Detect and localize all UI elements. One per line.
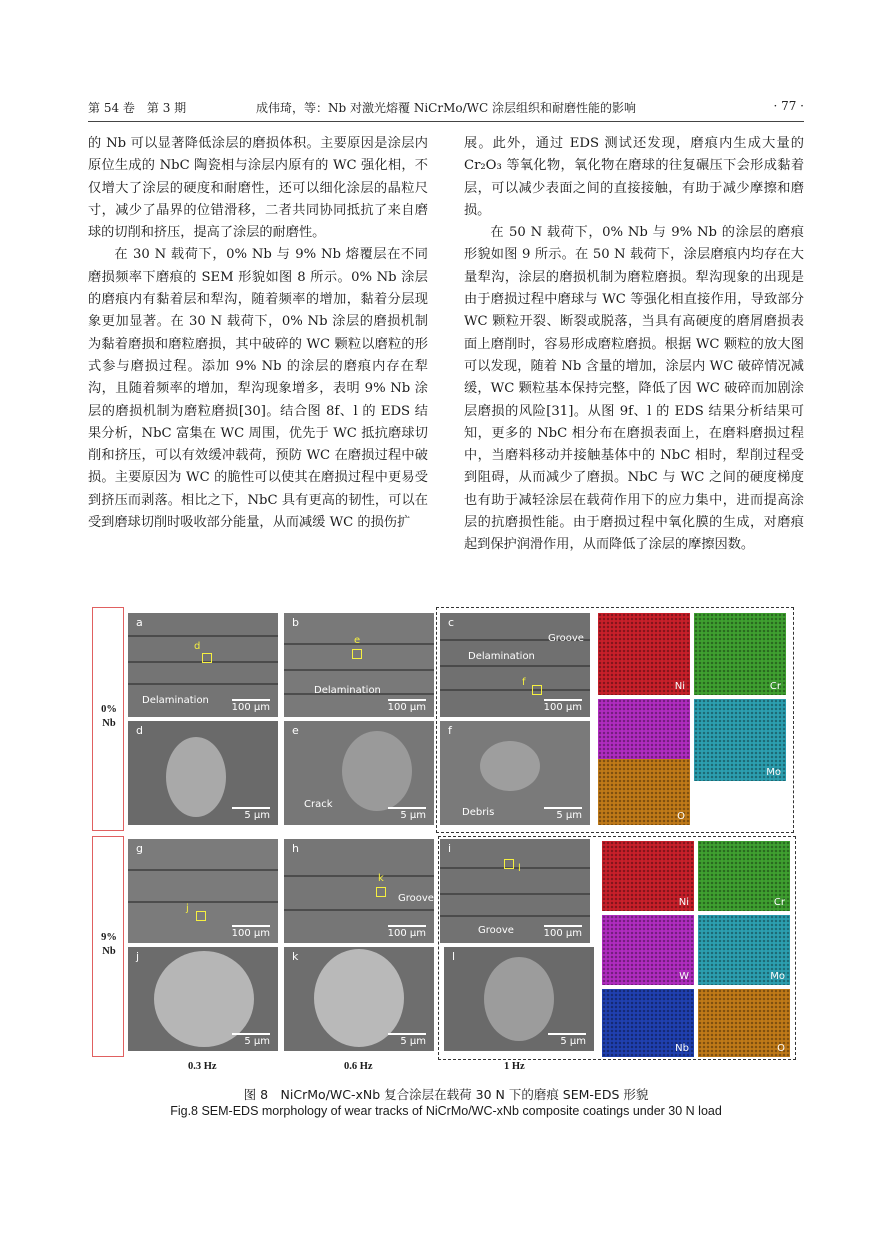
freq-label: 1 Hz — [504, 1061, 525, 1072]
sem-panel-b: b e Delamination 100 μm — [284, 613, 434, 717]
figure-caption-cn: 图 8 NiCrMo/WC-xNb 复合涂层在载荷 30 N 下的磨痕 SEM-EDS 形貌 — [243, 1087, 649, 1102]
eds-map-o-bottom: O — [698, 989, 790, 1057]
sem-panel-c: c f Delamination Groove 100 μm — [440, 613, 590, 717]
running-title: 成伟琦，等：Nb 对激光熔覆 NiCrMo/WC 涂层组织和耐磨性能的影响 — [256, 101, 636, 115]
left-text-column — [88, 133, 428, 534]
sem-panel-j: j 5 μm — [128, 947, 278, 1051]
sem-panel-e: e Crack 5 μm — [284, 721, 434, 825]
right-text-column — [464, 133, 804, 557]
sem-panel-h: h k Groove 100 μm — [284, 839, 434, 943]
eds-map-mo-bottom: Mo — [698, 915, 790, 985]
header-rule — [88, 121, 804, 122]
sem-panel-i: i l Groove 100 μm — [440, 839, 590, 943]
sem-panel-k: k 5 μm — [284, 947, 434, 1051]
sem-panel-g: g j 100 μm — [128, 839, 278, 943]
eds-map-cr-top: Cr — [694, 613, 786, 695]
eds-map-ni-top: Ni — [598, 613, 690, 695]
row-label-9nb: 9% Nb — [101, 932, 117, 957]
sem-panel-l: l 5 μm — [444, 947, 594, 1051]
figure-caption-en: Fig.8 SEM-EDS morphology of wear tracks of NiCrMo/WC-xNb composite coatings under 30 N load — [170, 1104, 722, 1118]
paragraph: 展。此外，通过 EDS 测试还发现，磨痕内生成大量的 Cr₂O₃ 等氧化物，氧化物在磨球的往复碾压下会形成黏着层，可以减少表面之间的直接接触，有助于减少摩擦和磨损。 — [464, 136, 804, 218]
eds-map-ni-bottom: Ni — [602, 841, 694, 911]
figure-8 — [92, 607, 804, 1072]
freq-label: 0.6 Hz — [344, 1061, 373, 1072]
running-header — [88, 96, 804, 118]
sem-panel-a: a d Delamination 100 μm — [128, 613, 278, 717]
eds-map-nb-bottom: Nb — [602, 989, 694, 1057]
eds-map-cr-bottom: Cr — [698, 841, 790, 911]
sem-panel-d: d 5 μm — [128, 721, 278, 825]
journal-volume: 第 54 卷 第 3 期 — [88, 101, 187, 115]
eds-map-mo-top: Mo — [694, 699, 786, 781]
page-number: · 77 · — [773, 99, 804, 113]
freq-label: 0.3 Hz — [188, 1061, 217, 1072]
eds-map-w-bottom: W — [602, 915, 694, 985]
paragraph: 在 50 N 载荷下，0% Nb 与 9% Nb 的涂层的磨痕形貌如图 9 所示。在 50 N 载荷下，涂层磨痕内均存在大量犁沟，涂层的磨损机制为磨粒磨损。犁沟现象的出现是由于磨损过程中磨球与 WC 等强化相直接作用，导致部分 WC 颗粒开裂、断裂或脱落，当具有高硬度的磨屑磨损表面上磨削时，容易形成磨粒磨损。根据 WC 颗粒的放大图可以发现，随着 Nb 含量的增加，涂层内 WC 破碎情况减缓，WC 颗粒基本保持完整，降低了因 WC 破碎而加剧涂层磨损的风险[31]。从图 9f、l 的 EDS 结果分析结果可知，更多的 NbC 相分布在磨损表面上，在磨料磨损过程中，当磨料移动并接触基体中的 NbC 相时，犁削过程受到阻碍，从而减少了磨损。NbC 与 WC 之间的硬度梯度也有助于减轻涂层在载荷作用下的应力集中，进而提高涂层的抗磨损性能。由于磨损过程中氧化膜的生成，对磨痕起到保护润滑作用，从而降低了涂层的摩擦因数。 — [464, 225, 804, 553]
row-label-0nb: 0% Nb — [101, 704, 117, 729]
paragraph: 的 Nb 可以显著降低涂层的磨损体积。主要原因是涂层内原位生成的 NbC 陶瓷相与涂层内原有的 WC 强化相，不仅增大了涂层的硬度和耐磨性，还可以细化涂层的晶粒尺寸，减少了晶界的位错滑移，二者共同协同抵抗了来自磨球的切削和挤压，提高了涂层的耐磨性。 — [88, 136, 428, 241]
paragraph: 在 30 N 载荷下，0% Nb 与 9% Nb 熔覆层在不同磨损频率下磨痕的 SEM 形貌如图 8 所示。0% Nb 涂层的磨痕内有黏着层和犁沟，随着频率的增加，黏着分层现象更加显著。在 30 N 载荷下，0% Nb 涂层的磨损机制为黏着磨损和磨粒磨损，其中破碎的 WC 颗粒以磨粒的形式参与磨损过程。添加 9% Nb 的涂层的磨痕内存在犁沟，且随着频率的增加，犁沟现象增多，表明 9% Nb 涂层的磨损机制为磨粒磨损[30]。结合图 8f、l 的 EDS 结果分析，NbC 富集在 WC 周围，优先于 WC 抵抗磨球切削和挤压，可以有效缓冲载荷，预防 WC 在磨损过程中破损。主要原因为 WC 的脆性可以使其在磨损过程中更易受到挤压而剥落。相比之下，NbC 具有更高的韧性，可以在受到磨球切削时吸收部分能量，从而减缓 WC 的损伤扩 — [88, 247, 428, 531]
sem-panel-f: f Debris 5 μm — [440, 721, 590, 825]
eds-map-o-top: O — [598, 759, 690, 825]
